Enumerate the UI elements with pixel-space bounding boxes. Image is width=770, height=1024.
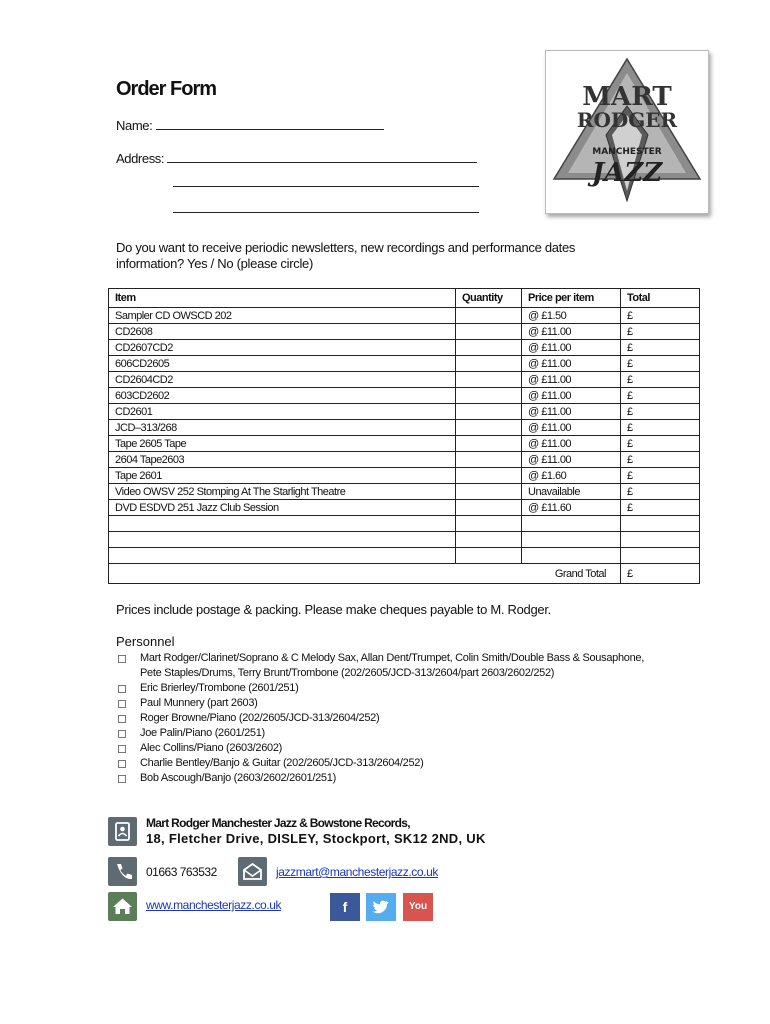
blank-cell[interactable]: [522, 532, 621, 548]
price-cell: Unavailable: [522, 484, 621, 500]
quantity-cell[interactable]: [456, 308, 522, 324]
price-cell: @ £11.00: [522, 356, 621, 372]
item-cell: 603CD2602: [109, 388, 456, 404]
price-cell: @ £1.60: [522, 468, 621, 484]
total-cell[interactable]: £: [621, 356, 700, 372]
table-row: [109, 500, 700, 516]
price-cell: @ £11.00: [522, 452, 621, 468]
mail-icon: [238, 857, 267, 886]
quantity-cell[interactable]: [456, 404, 522, 420]
header-item: Item: [109, 289, 456, 308]
quantity-cell[interactable]: [456, 500, 522, 516]
total-cell[interactable]: £: [621, 372, 700, 388]
page-title: Order Form: [116, 78, 217, 100]
table-row: [109, 388, 700, 404]
email-link[interactable]: jazzmart@manchesterjazz.co.uk: [276, 865, 438, 879]
twitter-icon[interactable]: [366, 893, 396, 921]
item-cell: CD2607CD2: [109, 340, 456, 356]
total-cell[interactable]: £: [621, 308, 700, 324]
total-cell[interactable]: £: [621, 324, 700, 340]
item-cell: JCD–313/268: [109, 420, 456, 436]
name-line: [156, 118, 384, 130]
blank-cell[interactable]: [621, 548, 700, 564]
table-row: [109, 340, 700, 356]
item-cell: CD2601: [109, 404, 456, 420]
logo-word-manchester: MANCHESTER: [592, 147, 662, 157]
quantity-cell[interactable]: [456, 372, 522, 388]
header-total: Total: [621, 289, 700, 308]
personnel-item: Bob Ascough/Banjo (2603/2602/2601/251): [116, 771, 656, 786]
table-row: [109, 484, 700, 500]
order-table: [108, 288, 700, 584]
total-cell[interactable]: £: [621, 452, 700, 468]
total-cell[interactable]: £: [621, 340, 700, 356]
home-icon: [108, 892, 137, 921]
address-line-1: [167, 151, 477, 163]
address-line-3[interactable]: [173, 201, 479, 213]
blank-cell[interactable]: [522, 516, 621, 532]
table-row: [109, 356, 700, 372]
table-row: [109, 404, 700, 420]
address-field[interactable]: [116, 151, 477, 166]
quantity-cell[interactable]: [456, 452, 522, 468]
address-label: Address:: [116, 151, 165, 166]
grand-total-row: [109, 564, 700, 584]
personnel-item: Eric Brierley/Trombone (2601/251): [116, 681, 656, 696]
quantity-cell[interactable]: [456, 356, 522, 372]
blank-cell[interactable]: [109, 516, 456, 532]
company-name: Mart Rodger Manchester Jazz & Bowstone Records,: [146, 816, 410, 830]
quantity-cell[interactable]: [456, 436, 522, 452]
total-cell[interactable]: £: [621, 388, 700, 404]
blank-row[interactable]: [109, 516, 700, 532]
blank-cell[interactable]: [621, 532, 700, 548]
personnel-title: Personnel: [116, 634, 175, 649]
header-price: Price per item: [522, 289, 621, 308]
blank-cell[interactable]: [456, 532, 522, 548]
blank-row[interactable]: [109, 532, 700, 548]
personnel-item: Alec Collins/Piano (2603/2602): [116, 741, 656, 756]
personnel-item: Roger Browne/Piano (202/2605/JCD-313/2604/252): [116, 711, 656, 726]
blank-cell[interactable]: [456, 516, 522, 532]
quantity-cell[interactable]: [456, 484, 522, 500]
quantity-cell[interactable]: [456, 340, 522, 356]
name-label: Name:: [116, 118, 153, 133]
name-field[interactable]: [116, 118, 384, 133]
table-row: [109, 436, 700, 452]
table-row: [109, 420, 700, 436]
quantity-cell[interactable]: [456, 468, 522, 484]
total-cell[interactable]: £: [621, 484, 700, 500]
table-row: [109, 324, 700, 340]
blank-cell[interactable]: [109, 532, 456, 548]
facebook-icon[interactable]: f: [330, 893, 360, 921]
price-cell: @ £11.00: [522, 404, 621, 420]
table-row: [109, 468, 700, 484]
phone-icon: [108, 857, 137, 886]
item-cell: Video OWSV 252 Stomping At The Starlight Theatre: [109, 484, 456, 500]
grand-total-value[interactable]: £: [621, 564, 700, 584]
total-cell[interactable]: £: [621, 436, 700, 452]
table-row: [109, 372, 700, 388]
item-cell: DVD ESDVD 251 Jazz Club Session: [109, 500, 456, 516]
logo-word-mart: MART: [582, 82, 672, 112]
personnel-item: Joe Palin/Piano (2601/251): [116, 726, 656, 741]
item-cell: Tape 2601: [109, 468, 456, 484]
order-table-header: [109, 289, 700, 308]
address-book-icon: [108, 817, 137, 846]
quantity-cell[interactable]: [456, 388, 522, 404]
table-row: [109, 308, 700, 324]
logo-graphic: [546, 51, 708, 213]
item-cell: 2604 Tape2603: [109, 452, 456, 468]
price-cell: @ £11.00: [522, 420, 621, 436]
logo-word-jazz: JAZZ: [591, 158, 663, 188]
personnel-item: Charlie Bentley/Banjo & Guitar (202/2605/JCD-313/2604/252): [116, 756, 656, 771]
price-cell: @ £11.00: [522, 372, 621, 388]
blank-row[interactable]: [109, 548, 700, 564]
phone-number: 01663 763532: [146, 865, 217, 879]
blank-cell[interactable]: [522, 548, 621, 564]
price-cell: @ £11.00: [522, 324, 621, 340]
personnel-item: Mart Rodger/Clarinet/Soprano & C Melody Sax, Allan Dent/Trumpet, Colin Smith/Double Bass & Sousaphone, Pete Staples/Drums, Terry Brunt/Trombone (202/2605/JCD-313/2604/part 2603/2602/252): [116, 651, 656, 681]
table-row: [109, 452, 700, 468]
price-cell: @ £11.60: [522, 500, 621, 516]
newsletter-question: Do you want to receive periodic newsletters, new recordings and performance dates information? Yes / No (please circle): [116, 240, 576, 271]
item-cell: CD2608: [109, 324, 456, 340]
header-quantity: Quantity: [456, 289, 522, 308]
blank-cell[interactable]: [456, 548, 522, 564]
item-cell: 606CD2605: [109, 356, 456, 372]
youtube-icon[interactable]: You: [403, 893, 433, 921]
blank-cell[interactable]: [109, 548, 456, 564]
blank-cell[interactable]: [621, 516, 700, 532]
item-cell: Tape 2605 Tape: [109, 436, 456, 452]
grand-total-label: Grand Total: [109, 564, 621, 584]
price-cell: @ £11.00: [522, 436, 621, 452]
quantity-cell[interactable]: [456, 420, 522, 436]
price-cell: @ £1.50: [522, 308, 621, 324]
item-cell: CD2604CD2: [109, 372, 456, 388]
quantity-cell[interactable]: [456, 324, 522, 340]
price-cell: @ £11.00: [522, 340, 621, 356]
total-cell[interactable]: £: [621, 420, 700, 436]
website-link[interactable]: www.manchesterjazz.co.uk: [146, 898, 282, 912]
total-cell[interactable]: £: [621, 468, 700, 484]
personnel-item: Paul Munnery (part 2603): [116, 696, 656, 711]
prices-note: Prices include postage & packing. Please make cheques payable to M. Rodger.: [116, 602, 551, 617]
total-cell[interactable]: £: [621, 500, 700, 516]
address-line-2[interactable]: [173, 175, 479, 187]
item-cell: Sampler CD OWSCD 202: [109, 308, 456, 324]
logo-word-rodger: RODGER: [576, 108, 678, 132]
price-cell: @ £11.00: [522, 388, 621, 404]
company-address: 18, Fletcher Drive, DISLEY, Stockport, SK12 2ND, UK: [146, 831, 486, 846]
total-cell[interactable]: £: [621, 404, 700, 420]
personnel-list: [116, 651, 656, 786]
mart-rodger-logo: [545, 50, 709, 214]
